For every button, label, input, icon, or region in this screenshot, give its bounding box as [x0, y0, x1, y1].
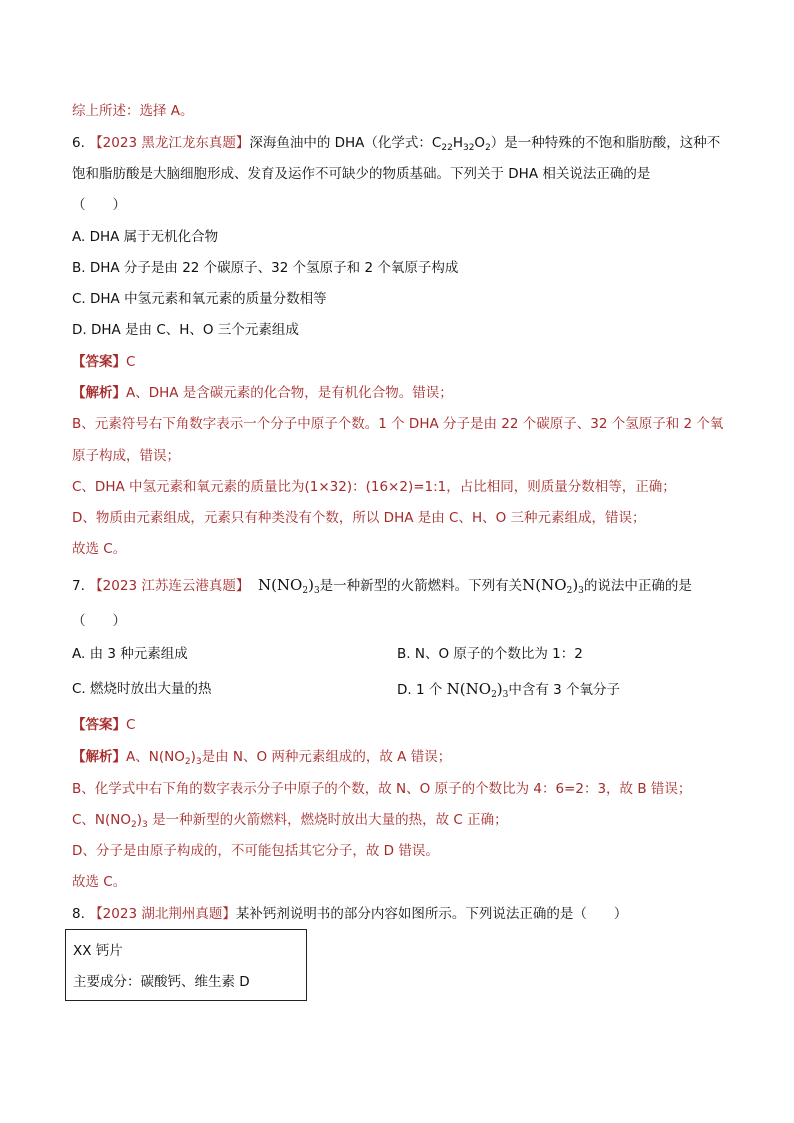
q7-paren: （ ）	[72, 613, 126, 629]
q7-an3-a: C、N(NO	[72, 812, 132, 828]
q7-analysis-line1	[72, 747, 451, 767]
q7-an3-sub2: 2	[131, 820, 137, 830]
q7-formula-2: $N(NO_2)_3$	[522, 576, 584, 596]
q8-stem	[72, 904, 627, 924]
q6-stem-part1: 深海鱼油中的 DHA（化学式：	[249, 135, 432, 151]
q7-an3-c: 是一种新型的火箭燃料，燃烧时放出大量的热，故 C 正确；	[147, 812, 508, 828]
q7-stem-part2: 的说法中正确的是	[583, 578, 692, 594]
q7-tag: 【2023 江苏连云港真题】	[89, 578, 250, 594]
q6-paren: （ ）	[72, 197, 126, 213]
q8-stem-text: 某补钙剂说明书的部分内容如图所示。下列说法正确的是（ ）	[235, 906, 628, 922]
q6-option-d: D. DHA 是由 C、H、O 三个元素组成	[72, 322, 299, 338]
q7-formula: $N(NO_2)_3$	[257, 576, 320, 596]
q7-analysis-line2: B、化学式中右下角的数字表示分子中原子的个数，故 N、O 原子的个数比为 4：6=2：3，故 B 错误；	[72, 781, 692, 797]
q6-analysis-line3: 原子构成，错误；	[72, 448, 180, 464]
q6-answer-label: 【答案】	[72, 354, 126, 370]
q6-option-c: C. DHA 中氢元素和氧元素的质量分数相等	[72, 291, 327, 307]
q7-stem-part1: 是一种新型的火箭燃料。下列有关	[319, 578, 523, 594]
q6-stem-line2: 饱和脂肪酸是大脑细胞形成、发育及运作不可缺少的物质基础。下列关于 DHA 相关说法正确的是	[72, 166, 651, 182]
q6-analysis-label: 【解析】	[72, 385, 126, 401]
q6-option-b: B. DHA 分子是由 22 个碳原子、32 个氢原子和 2 个氧原子构成	[72, 260, 459, 276]
q6-stem-part2: ）是一种特殊的不饱和脂肪酸，这种不	[490, 135, 721, 151]
q6-answer-value: C	[126, 354, 136, 370]
q6-answer	[72, 352, 135, 372]
q7-analysis-line3	[72, 810, 508, 830]
box-product-name: XX 钙片	[73, 943, 123, 959]
q7-answer-label: 【答案】	[72, 717, 126, 733]
q6-number: 6.	[72, 135, 85, 151]
q7-an1-a: A、N(NO	[126, 749, 185, 765]
q7-answer	[72, 715, 135, 735]
q7-option-c: C. 燃烧时放出大量的热	[72, 681, 212, 697]
q6-analysis-text: A、DHA 是含碳元素的化合物，是有机化合物。错误；	[126, 385, 453, 401]
q7-analysis-label: 【解析】	[72, 749, 126, 765]
supplement-label-box	[65, 929, 307, 1001]
q7-an3-b: )	[136, 812, 143, 828]
q7-option-d-suffix: 中含有 3 个氧分子	[508, 682, 621, 698]
q6-analysis-line6: 故选 C。	[72, 541, 127, 557]
q6-analysis-line2: B、元素符号右下角数字表示一个分子中原子个数。1 个 DHA 分子是由 22 个碳原子、32 个氢原子和 2 个氧	[72, 416, 724, 432]
q6-formula: $C_{22}H_{32}O_2$	[431, 135, 491, 153]
q7-stem-line1	[72, 575, 692, 596]
q6-analysis-line4: C、DHA 中氢元素和氧元素的质量比为(1×32)：(16×2)=1:1，占比相同，则质量分数相等，正确；	[72, 479, 676, 495]
q7-an3-sub3: 3	[142, 820, 148, 830]
q8-tag: 【2023 湖北荆州真题】	[89, 906, 236, 922]
box-ingredients: 主要成分：碳酸钙、维生素 D	[73, 974, 250, 990]
q6-analysis-line5: D、物质由元素组成，元素只有种类没有个数，所以 DHA 是由 C、H、O 三种元素组成，错误；	[72, 510, 646, 526]
q6-tag: 【2023 黑龙江龙东真题】	[89, 135, 250, 151]
q8-number: 8.	[72, 906, 85, 922]
q7-an1-sub2: 2	[184, 757, 191, 767]
q7-an1-b: )	[190, 749, 196, 765]
q7-an1-c: 是由 N、O 两种元素组成的，故 A 错误；	[201, 749, 452, 765]
q7-number: 7.	[72, 578, 85, 594]
q6-analysis-line1	[72, 383, 453, 403]
q7-option-d-formula: $N(NO_2)_3$	[446, 680, 509, 700]
q7-option-a: A. 由 3 种元素组成	[72, 646, 188, 662]
q7-answer-value: C	[126, 717, 136, 733]
q7-option-d-prefix: D. 1 个	[397, 682, 443, 698]
q7-analysis-line4: D、分子是由原子构成的，不可能包括其它分子，故 D 错误。	[72, 843, 439, 859]
q6-option-a: A. DHA 属于无机化合物	[72, 229, 219, 245]
q7-an1-sub3: 3	[195, 757, 202, 767]
summary-line: 综上所述：选择 A。	[72, 103, 194, 119]
q7-option-d	[397, 679, 620, 700]
q6-stem-line1	[72, 133, 720, 153]
q7-analysis-line5: 故选 C。	[72, 874, 127, 890]
q7-option-b: B. N、O 原子的个数比为 1：2	[397, 646, 583, 662]
